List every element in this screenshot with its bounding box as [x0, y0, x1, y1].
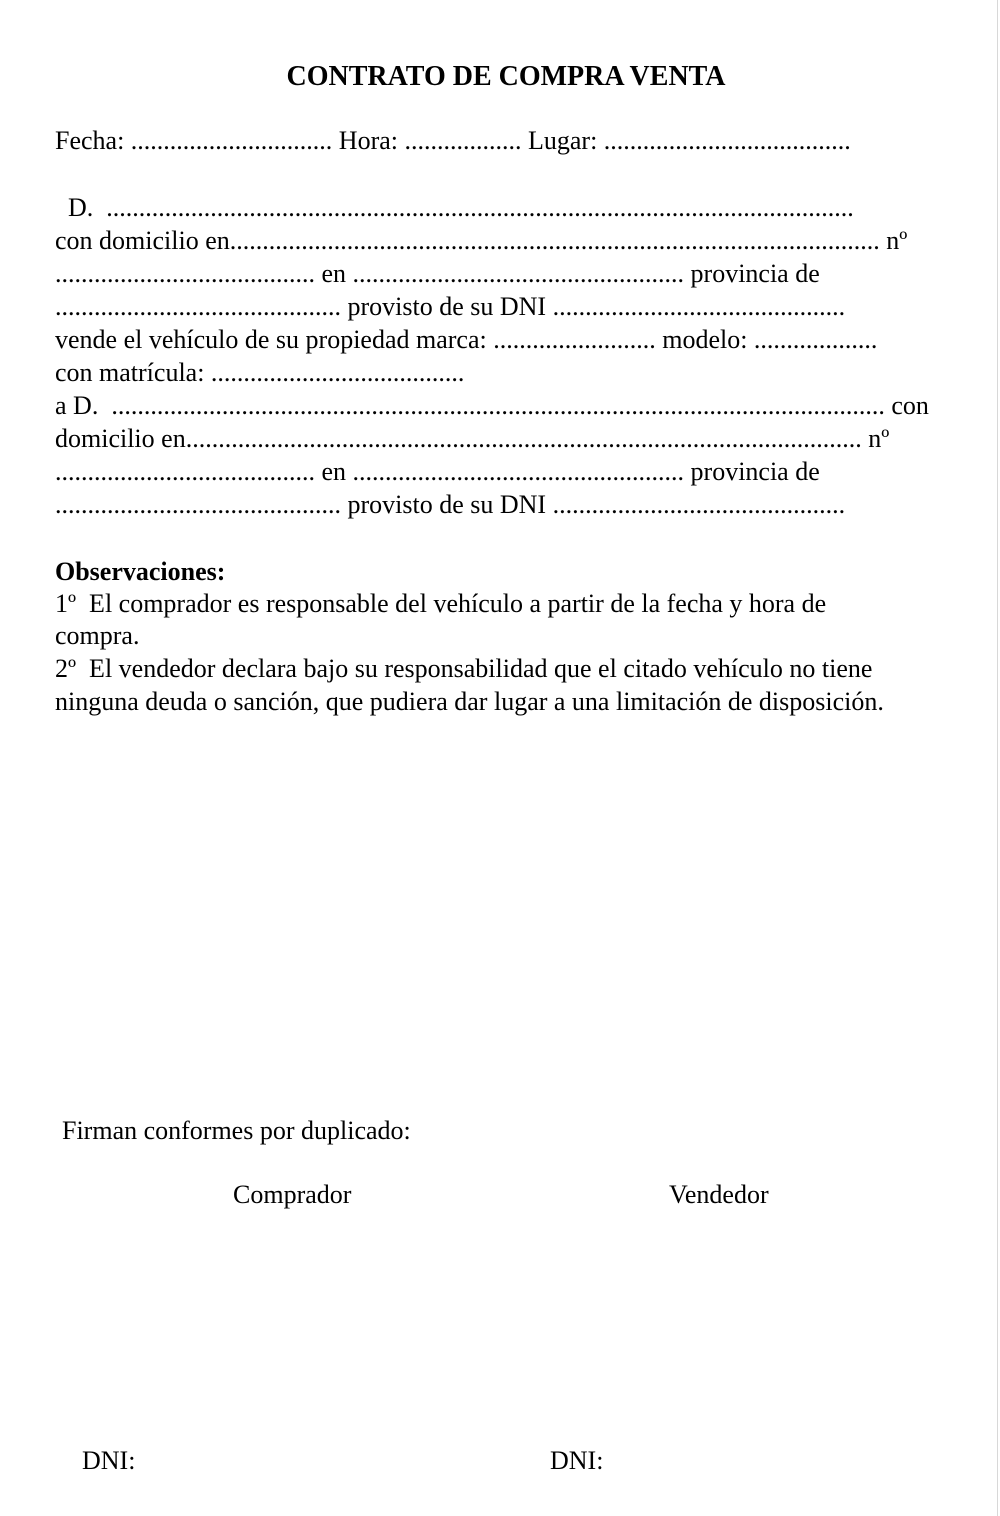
observation-1-line-1: 1º El comprador es responsable del vehículo a partir de la fecha y hora de — [55, 589, 827, 618]
vehicle-plate-line: con matrícula: ....................................... — [55, 358, 465, 387]
signature-intro: Firman conformes por duplicado: — [62, 1116, 411, 1145]
seller-city-line: ........................................ en ................................................... provincia de — [55, 259, 820, 288]
seller-name-line: D. ................................................................................................................... — [55, 193, 854, 222]
seller-address-line: con domicilio en.................................................................................................... nº — [55, 226, 908, 255]
buyer-city-line: ........................................ en ................................................... provincia de — [55, 457, 820, 486]
observation-2-line-2: ninguna deuda o sanción, que pudiera dar lugar a una limitación de disposición. — [55, 687, 884, 716]
observation-1-line-2: compra. — [55, 621, 140, 650]
document-title: CONTRATO DE COMPRA VENTA — [286, 61, 726, 92]
buyer-address-line: domicilio en........................................................................................................ nº — [55, 424, 890, 453]
buyer-name-line: a D. ....................................................................................................................... con — [55, 391, 929, 420]
buyer-signature-label: Comprador — [233, 1180, 352, 1209]
vehicle-brand-model-line: vende el vehículo de su propiedad marca: ......................... modelo: ................... — [55, 325, 878, 354]
page-edge-line — [997, 0, 998, 1516]
seller-signature-label: Vendedor — [669, 1180, 769, 1209]
observation-2-line-1: 2º El vendedor declara bajo su responsabilidad que el citado vehículo no tiene — [55, 654, 873, 683]
seller-dni-label: DNI: — [550, 1446, 604, 1475]
date-time-place-line: Fecha: ............................... Hora: .................. Lugar: ...................................... — [55, 126, 851, 155]
buyer-dni-line: ............................................ provisto de su DNI ............................................. — [55, 490, 846, 519]
observations-heading: Observaciones: — [55, 557, 226, 586]
buyer-dni-label: DNI: — [82, 1446, 136, 1475]
seller-dni-line: ............................................ provisto de su DNI ............................................. — [55, 292, 846, 321]
